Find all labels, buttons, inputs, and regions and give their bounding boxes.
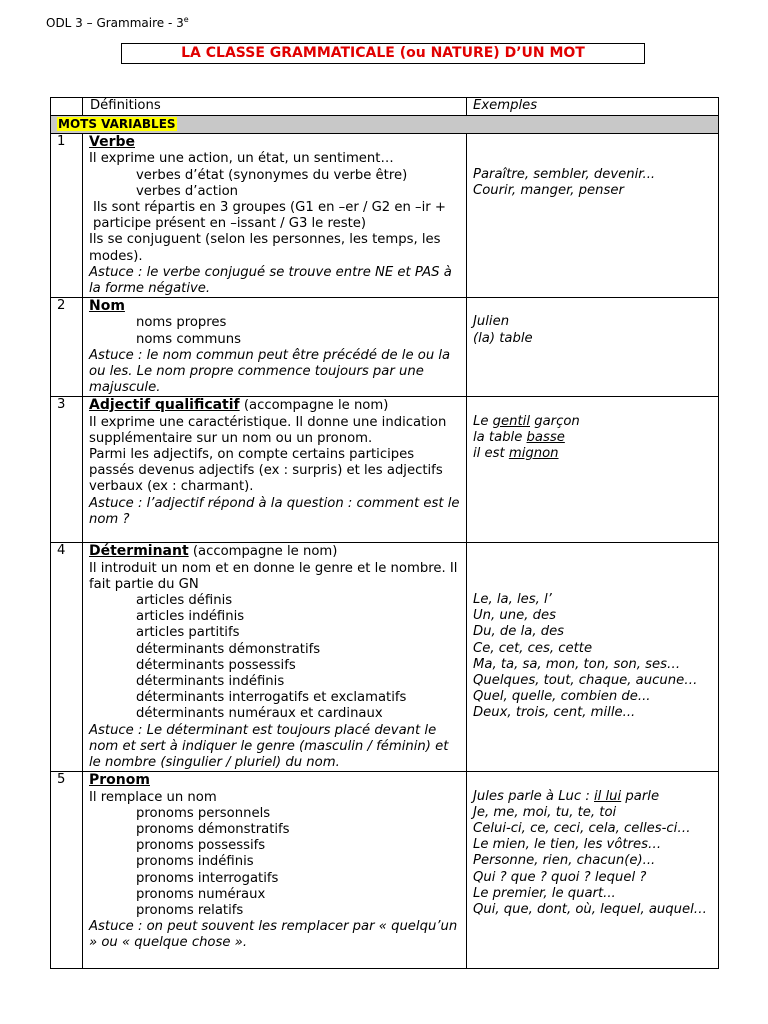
example-underlined: basse bbox=[526, 429, 565, 445]
table-body bbox=[51, 134, 719, 969]
row-number: 3 bbox=[51, 397, 83, 543]
intro-text: Il exprime une action, un état, un sentiment… bbox=[89, 151, 394, 167]
list-item: verbes d’action bbox=[136, 183, 239, 199]
example-part: la table bbox=[473, 429, 527, 445]
example-text: Personne, rien, chacun(e)... bbox=[473, 853, 656, 869]
description-text: Parmi les adjectifs, on compte certains participes passés devenus adjectifs (ex : surpris) et les adjectifs verbaux (ex : charmant). bbox=[89, 447, 443, 495]
example-text: Paraître, sembler, devenir... bbox=[473, 166, 656, 182]
example-text: Quelques, tout, chaque, aucune… bbox=[473, 673, 698, 689]
header-cell-number bbox=[51, 98, 83, 116]
column-header-definitions: Définitions bbox=[90, 98, 161, 113]
definition-cell bbox=[83, 397, 467, 543]
intro-text: Il introduit un nom et en donne le genre et le nombre. Il fait partie du GN bbox=[89, 560, 458, 592]
list-item: articles indéfinis bbox=[136, 609, 245, 625]
description-text: Ils se conjuguent (selon les personnes, les temps, les modes). bbox=[89, 232, 441, 264]
term-name: Nom bbox=[89, 298, 125, 315]
example-text: Le premier, le quart... bbox=[473, 885, 616, 901]
example-cell bbox=[467, 543, 719, 772]
example-text: Courir, manger, penser bbox=[473, 182, 624, 198]
list-item: déterminants interrogatifs et exclamatifs bbox=[136, 690, 407, 706]
list-item: verbes d’état (synonymes du verbe être) bbox=[136, 167, 408, 183]
column-header-examples: Exemples bbox=[473, 98, 538, 113]
example-text bbox=[473, 446, 713, 462]
list-item: pronoms personnels bbox=[136, 805, 271, 821]
example-text: Qui ? que ? quoi ? lequel ? bbox=[473, 869, 647, 885]
term-name: Verbe bbox=[89, 134, 135, 151]
definition-cell bbox=[83, 298, 467, 397]
example-underlined: il lui bbox=[594, 788, 622, 804]
list-item: noms communs bbox=[136, 331, 241, 347]
table-row bbox=[51, 134, 719, 298]
astuce-text: Astuce : le nom commun peut être précédé de le ou la ou les. Le nom propre commence toujours par une majuscule. bbox=[89, 347, 451, 396]
example-text bbox=[473, 789, 713, 805]
list-item: déterminants numéraux et cardinaux bbox=[136, 706, 383, 722]
example-cell bbox=[467, 397, 719, 543]
section-row bbox=[51, 116, 719, 134]
intro-text: Il remplace un nom bbox=[89, 789, 217, 805]
section-label-mots-variables: MOTS VARIABLES bbox=[58, 117, 176, 131]
example-text: Qui, que, dont, où, lequel, auquel… bbox=[473, 901, 707, 917]
example-underlined: gentil bbox=[492, 413, 530, 429]
list-item: articles partitifs bbox=[136, 625, 240, 641]
example-text bbox=[473, 430, 713, 446]
example-text: Un, une, des bbox=[473, 608, 556, 624]
intro-text: Il exprime une caractéristique. Il donne une indication supplémentaire sur un nom ou un pronom. bbox=[89, 414, 447, 446]
table-row bbox=[51, 397, 719, 543]
description-text: Ils sont répartis en 3 groupes (G1 en –er / G2 en –ir + participe présent en –issant / G3 le reste) bbox=[93, 200, 446, 232]
example-text: Du, de la, des bbox=[473, 624, 565, 640]
term-line bbox=[89, 772, 461, 789]
term-line bbox=[89, 543, 461, 560]
example-cell bbox=[467, 134, 719, 298]
definition-cell bbox=[83, 772, 467, 969]
row-number: 1 bbox=[51, 134, 83, 298]
list-item: déterminants démonstratifs bbox=[136, 641, 321, 657]
table-row bbox=[51, 772, 719, 969]
example-text: Celui-ci, ce, ceci, cela, celles-ci… bbox=[473, 820, 691, 836]
example-text bbox=[473, 414, 713, 430]
term-line bbox=[89, 397, 461, 414]
definition-cell bbox=[83, 543, 467, 772]
document-title: LA CLASSE GRAMMATICALE (ou NATURE) D’UN MOT bbox=[121, 43, 645, 64]
example-text: Julien bbox=[473, 314, 510, 330]
term-name: Pronom bbox=[89, 772, 150, 789]
spacer bbox=[473, 560, 713, 576]
list-item: pronoms interrogatifs bbox=[136, 870, 279, 886]
example-text: (la) table bbox=[473, 330, 533, 346]
spacer bbox=[473, 543, 713, 559]
example-part: Le bbox=[473, 413, 493, 429]
section-cell bbox=[51, 116, 719, 134]
spacer bbox=[473, 576, 713, 592]
example-text: Le mien, le tien, les vôtres… bbox=[473, 837, 662, 853]
example-text: Ce, cet, ces, cette bbox=[473, 640, 593, 656]
list-item: déterminants indéfinis bbox=[136, 674, 285, 690]
example-text: Le, la, les, l’ bbox=[473, 592, 552, 608]
grammar-table bbox=[50, 97, 719, 969]
list-item: pronoms possessifs bbox=[136, 838, 266, 854]
table-row bbox=[51, 298, 719, 397]
example-part: il est bbox=[473, 446, 509, 462]
term-line bbox=[89, 298, 461, 315]
spacer bbox=[473, 772, 713, 788]
row-number: 2 bbox=[51, 298, 83, 397]
example-text: Je, me, moi, tu, te, toi bbox=[473, 804, 617, 820]
spacer bbox=[473, 150, 713, 166]
list-item: pronoms relatifs bbox=[136, 902, 244, 918]
term-note: (accompagne le nom) bbox=[188, 544, 338, 560]
spacer bbox=[473, 134, 713, 150]
header-superscript: e bbox=[183, 15, 189, 24]
example-part: parle bbox=[621, 788, 660, 804]
list-item: pronoms indéfinis bbox=[136, 854, 254, 870]
list-item: noms propres bbox=[136, 315, 227, 331]
row-number: 4 bbox=[51, 543, 83, 772]
term-line bbox=[89, 134, 461, 151]
term-note: (accompagne le nom) bbox=[239, 398, 389, 414]
example-text: Deux, trois, cent, mille... bbox=[473, 705, 636, 721]
example-cell bbox=[467, 772, 719, 969]
example-part: garçon bbox=[530, 413, 580, 429]
example-underlined: mignon bbox=[508, 446, 559, 462]
row-number: 5 bbox=[51, 772, 83, 969]
header-cell-examples bbox=[467, 98, 719, 116]
header-label: ODL 3 – Grammaire - 3 bbox=[46, 16, 184, 30]
example-part: Jules parle à Luc : bbox=[473, 788, 594, 804]
spacer bbox=[473, 397, 713, 413]
example-text: Quel, quelle, combien de... bbox=[473, 689, 651, 705]
astuce-text: Astuce : le verbe conjugué se trouve entre NE et PAS à la forme négative. bbox=[89, 264, 452, 297]
astuce-text: Astuce : l’adjectif répond à la question : comment est le nom ? bbox=[89, 495, 460, 527]
definition-cell bbox=[83, 134, 467, 298]
table-row bbox=[51, 543, 719, 772]
document-header bbox=[46, 15, 189, 30]
list-item: articles définis bbox=[136, 593, 233, 609]
list-item: pronoms numéraux bbox=[136, 886, 266, 902]
table-header-row bbox=[51, 98, 719, 116]
header-cell-definitions bbox=[83, 98, 467, 116]
term-name: Déterminant bbox=[89, 543, 189, 560]
spacer bbox=[473, 298, 713, 314]
example-cell bbox=[467, 298, 719, 397]
example-text: Ma, ta, sa, mon, ton, son, ses… bbox=[473, 656, 681, 672]
term-name: Adjectif qualificatif bbox=[89, 397, 240, 414]
astuce-text: Astuce : on peut souvent les remplacer par « quelqu’un » ou « quelque chose ». bbox=[89, 919, 458, 951]
astuce-text: Astuce : Le déterminant est toujours placé devant le nom et sert à indiquer le genre (masculin / féminin) et le nombre (singulier / pluriel) du nom. bbox=[89, 722, 449, 771]
list-item: pronoms démonstratifs bbox=[136, 821, 290, 837]
list-item: déterminants possessifs bbox=[136, 657, 296, 673]
